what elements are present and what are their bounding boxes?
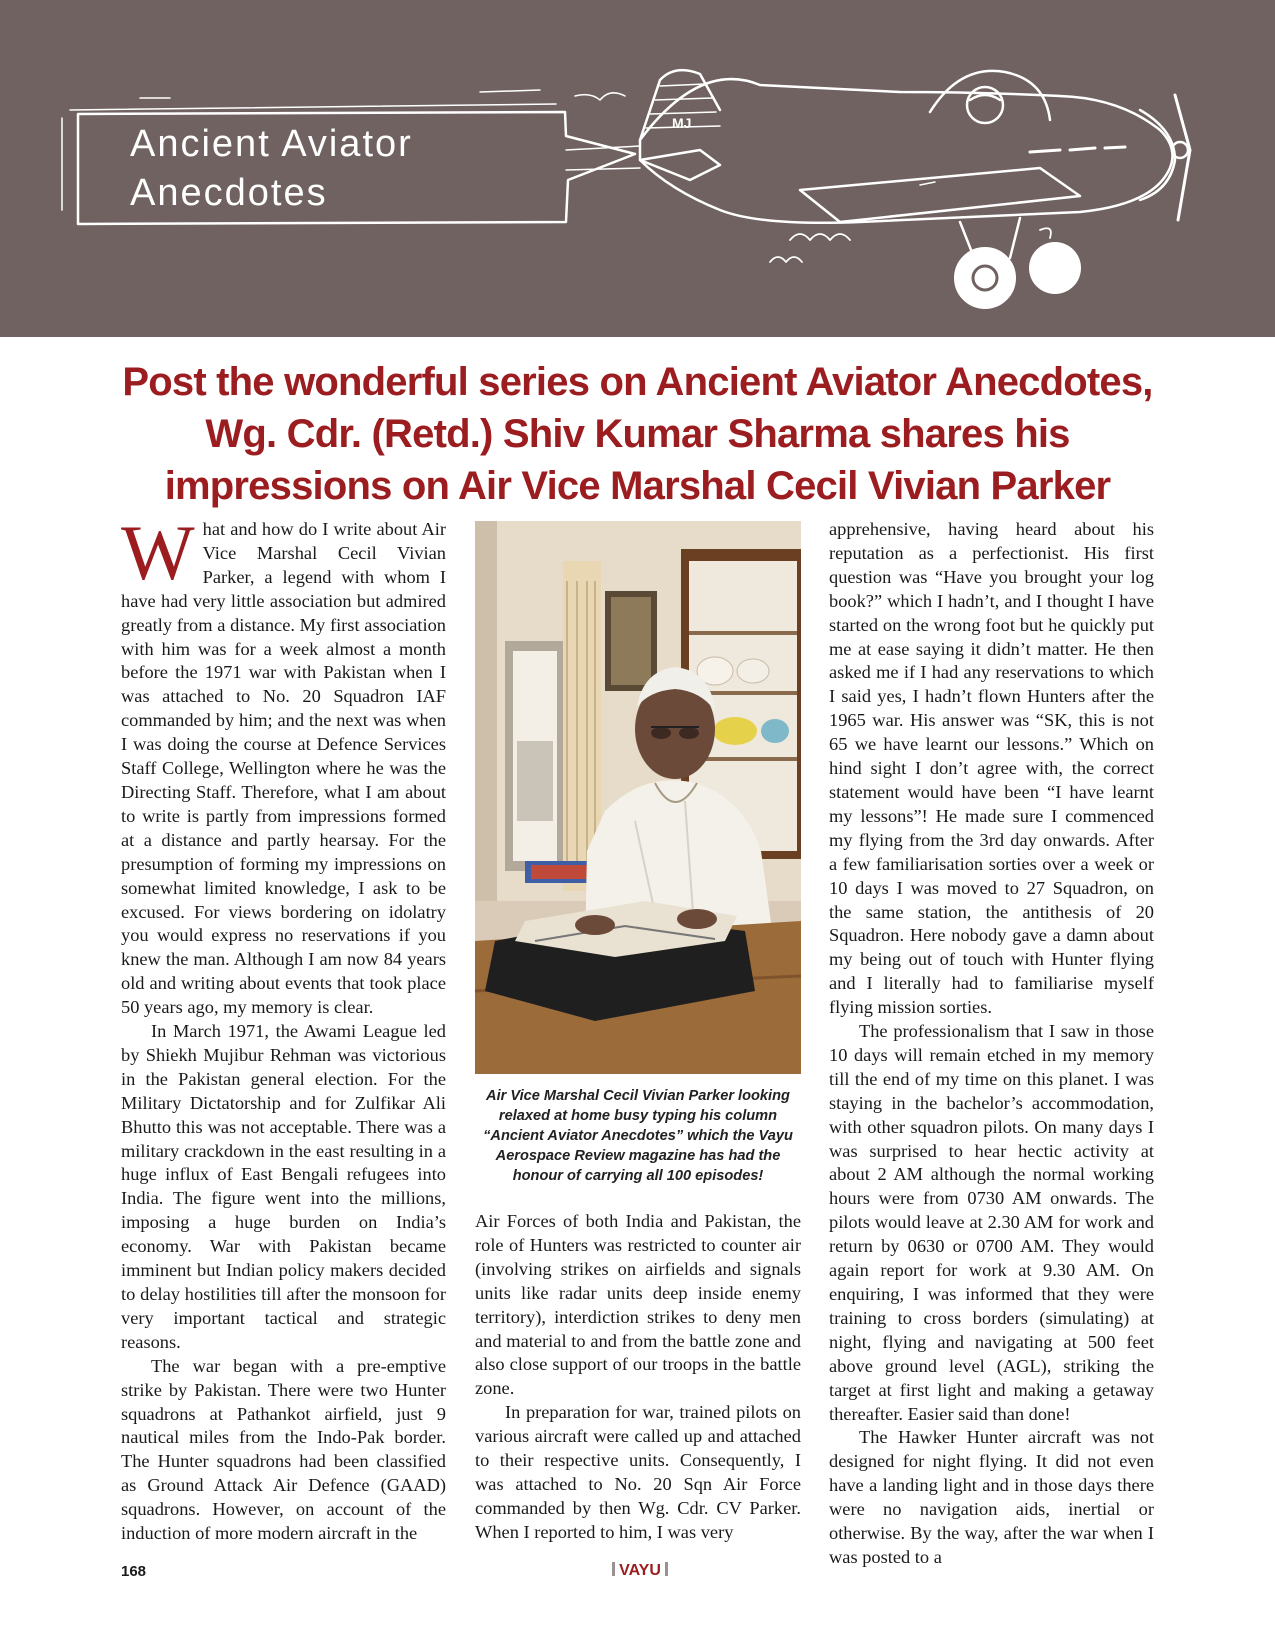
article-paragraph: Air Forces of both India and Pakistan, the role of Hunters was restricted to counter air (involving strikes on airfields and signals units like radar units deep inside enemy territory), interdiction strikes to deny men and material to and from the battle zone and also close support of our troops in the battle zone. (475, 1211, 801, 1399)
article-column-3 (829, 518, 1154, 1570)
article-column-1 (121, 509, 446, 1546)
photo-caption: Air Vice Marshal Cecil Vivian Parker looking relaxed at home busy typing his column “Ancient Aviator Anecdotes” which the Vayu Aerospace Review magazine has had the honour of carrying all 100 episodes! (483, 1088, 793, 1184)
drop-cap: W (121, 509, 195, 596)
headline-line1: Post the wonderful series on Ancient Aviator Anecdotes, (122, 360, 1153, 404)
banner-title-line2: Anecdotes (130, 172, 328, 214)
article-paragraph: The war began with a pre-emptive strike by Pakistan. There were two Hunter squadrons at Pathankot airfield, just 9 nautical miles from the Indo-Pak border. The Hunter squadrons had been classified as Ground Attack Air Defence (GAAD) squadrons. However, on account of the induction of more modern aircraft in the (121, 1355, 446, 1544)
headline (60, 356, 1215, 512)
plane-marking: MJ (672, 115, 692, 131)
article-paragraph: The professionalism that I saw in those 10 days will remain etched in my memory till the end of my time on this planet. I was staying in the bachelor’s accommodation, with other squadron pilots. On many days I was surprised to hear hectic activity at about 2 AM although the normal working hours were from 0730 AM onwards. The pilots would leave at 2.30 AM for work and return by 0630 or 0700 AM. They would again report for work at 9.30 AM. On enquiring, I was informed that they were training to cross borders (simulating) at night, flying and navigating at 500 feet above ground level (AGL), striking the target at first light and making a getaway thereafter. Easier said than done! (829, 1021, 1154, 1424)
article-paragraph: In March 1971, the Awami League led by Shiekh Mujibur Rehman was victorious in the Pakistan general election. For the Military Dictatorship and for Zulfikar Ali Bhutto this was not acceptable. There was a military crackdown in the east resulting in a huge influx of East Bengali refugees into India. The figure went into the millions, imposing a huge burden on India’s economy. War with Pakistan became imminent but Indian policy makers decided to delay hostilities till after the monsoon for very important tactical and strategic reasons. (121, 1021, 446, 1352)
article-paragraph: The Hawker Hunter aircraft was not designed for night flying. It did not even have a landing light and in those days there were no navigation aids, inertial or otherwise. By the way, after the war when I was posted to a (829, 1427, 1154, 1567)
brand-label: VAYU (619, 1562, 661, 1579)
article-paragraph: apprehensive, having heard about his reputation as a perfectionist. His first question was “Have you brought your log book?” which I hadn’t, and I thought I have started on the wrong foot but he quickly put me at ease saying it didn’t matter. He then asked me if I had any reservations to which I said yes, I hadn’t flown Hunters after the 1965 war. His answer was “SK, this is not 65 we have learnt our lessons.” Which on hind sight I don’t agree with, the correct statement would have been “I have learnt my lessons”! He made sure I commenced my flying from the 3rd day onwards. After a few familiarisation sorties over a week or 10 days I was moved to 27 Squadron, on the same station, the antithesis of 20 Squadron. Here nobody gave a damn about my being out of touch with Hunter flying and I literally had to familiarise myself flying mission sorties. (829, 519, 1154, 1018)
article-paragraph: In preparation for war, trained pilots on various aircraft were called up and attached to their respective units. Consequently, I was attached to No. 20 Sqn Air Force commanded by then Wg. Cdr. CV Parker. When I reported to him, I was very (475, 1402, 801, 1542)
brand-bar-right (665, 1562, 668, 1576)
headline-line2: Wg. Cdr. (Retd.) Shiv Kumar Sharma shares his (205, 412, 1070, 456)
photo-illustration (475, 521, 801, 1074)
article-photo (475, 521, 801, 1074)
page-number: 168 (121, 1563, 147, 1580)
footer-brand (600, 1562, 680, 1580)
article-paragraph: hat and how do I write about Air Vice Marshal Cecil Vivian Parker, a legend with whom I have had very little association but admired greatly from a distance. My first association with him was for a week almost a month before the 1971 war with Pakistan when I was attached to No. 20 Squadron IAF commanded by him; and the next was when I was doing the course at Defence Services Staff College, Wellington where he was the Directing Staff. Therefore, what I am about to write is partly from impressions formed at a distance and partly hearsay. For the presumption of forming my impressions on somewhat limited knowledge, I ask to be excused. For views bordering on idolatry you would express no reservations if you knew the man. Although I am now 84 years old and writing about events that took place 50 years ago, my memory is clear. (121, 519, 446, 1018)
brand-bar-left (612, 1562, 615, 1576)
banner (0, 0, 1275, 337)
headline-line3: impressions on Air Vice Marshal Cecil Vivian Parker (164, 464, 1111, 508)
banner-title-line1: Ancient Aviator (130, 123, 413, 165)
article-column-2 (475, 1210, 801, 1545)
banner-illustration (0, 0, 1275, 337)
